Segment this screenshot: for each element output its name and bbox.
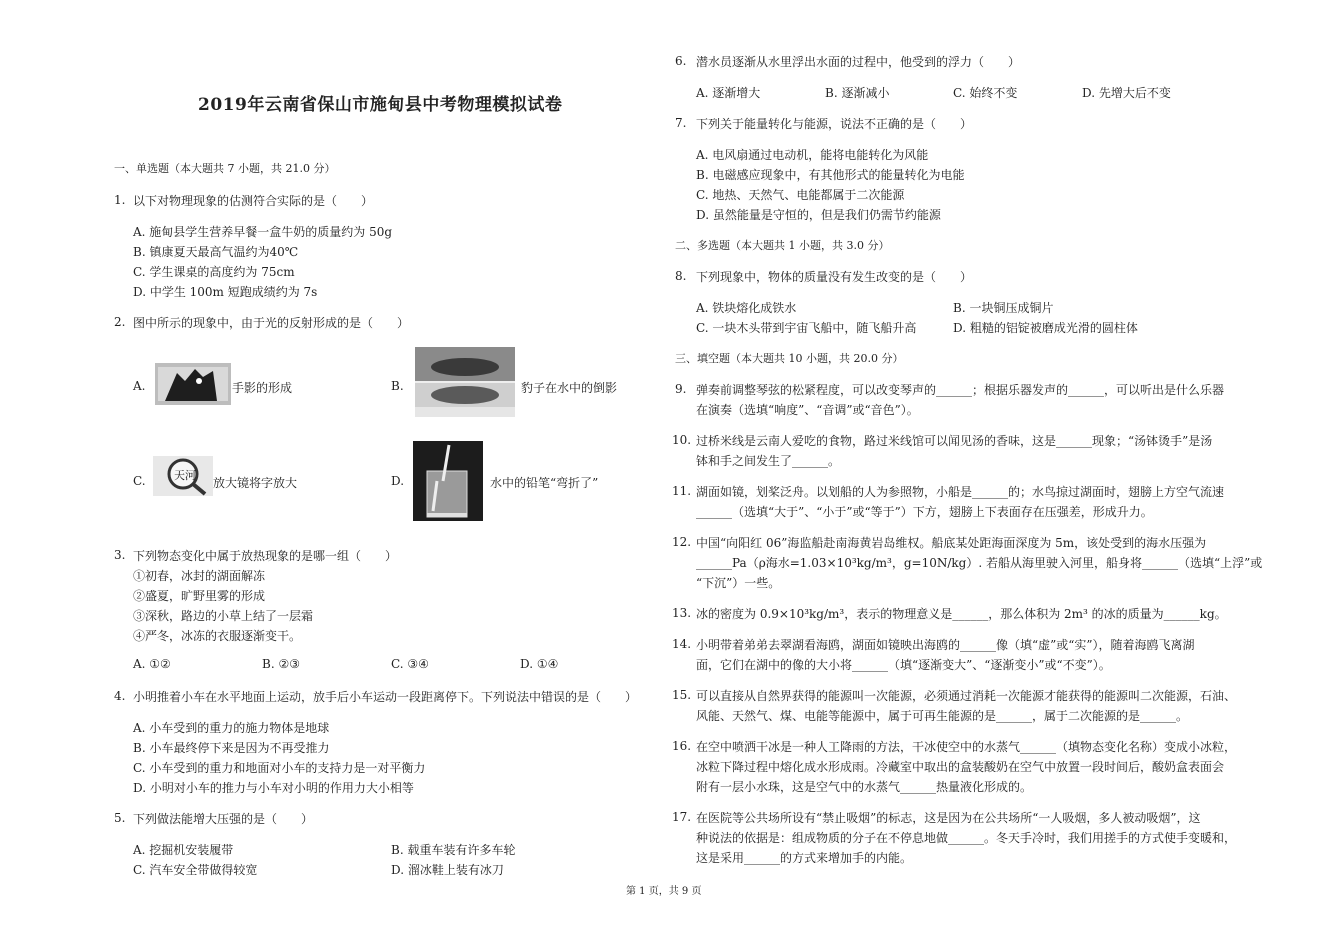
question-number: 16. bbox=[672, 739, 692, 753]
question-line: 附有一层小水珠，这是空气中的水蒸气______热量液化形成的。 bbox=[696, 780, 1033, 794]
statement-1: ①初春，冰封的湖面解冻 bbox=[133, 569, 266, 583]
question-text: 潜水员逐渐从水里浮出水面的过程中，他受到的浮力（ ） bbox=[696, 55, 1021, 69]
question-text: 小明推着小车在水平地面上运动，放手后小车运动一段距离停下。下列说法中错误的是（ ） bbox=[133, 690, 638, 704]
question-line: 在空中喷洒干冰是一种人工降雨的方法，干冰使空中的水蒸气______（填物态变化名称）变成小冰粒， bbox=[696, 740, 1237, 754]
option-b: B. ②③ bbox=[262, 657, 300, 671]
question-line: ______Pa（ρ海水=1.03×10³kg/m³，g=10N/kg）. 若船从海里驶入河里，船身将______（选填“上浮”或 bbox=[696, 556, 1263, 570]
question-line: 冰粒下降过程中熔化成水形成雨。冷藏室中取出的盒装酸奶在空气中放置一段时间后，酸奶盒表面会 bbox=[696, 760, 1225, 774]
option-d: D. 中学生 100m 短跑成绩约为 7s bbox=[133, 285, 318, 299]
leopard-reflection-image bbox=[415, 347, 515, 417]
question-number: 17. bbox=[672, 810, 692, 824]
option-a: A. 施甸县学生营养早餐一盒牛奶的质量约为 50g bbox=[133, 225, 393, 239]
option-d: D. ①④ bbox=[520, 657, 559, 671]
option-d: D. 小明对小车的推力与小车对小明的作用力大小相等 bbox=[133, 781, 414, 795]
option-a: A. 挖掘机安装履带 bbox=[133, 843, 234, 857]
question-text: 以下对物理现象的估测符合实际的是（ ） bbox=[133, 194, 374, 208]
option-c: C. 一块木头带到宇宙飞船中，随飞船升高 bbox=[696, 321, 917, 335]
option-b: B. 电磁感应现象中，有其他形式的能量转化为电能 bbox=[696, 168, 965, 182]
option-d: D. 虽然能量是守恒的，但是我们仍需节约能源 bbox=[696, 208, 941, 222]
question-number: 15. bbox=[672, 688, 692, 702]
section-heading-single-choice: 一、单选题（本大题共 7 小题，共 21.0 分） bbox=[114, 162, 336, 175]
question-text: 下列做法能增大压强的是（ ） bbox=[133, 812, 314, 826]
question-number: 14. bbox=[672, 637, 692, 651]
question-number: 4. bbox=[114, 689, 126, 703]
page-title: 2019年云南省保山市施甸县中考物理模拟试卷 bbox=[198, 95, 563, 115]
option-d-caption: 水中的铅笔“弯折了” bbox=[490, 476, 599, 490]
option-b: B. 一块铜压成铜片 bbox=[953, 301, 1054, 315]
question-number: 8. bbox=[675, 269, 687, 283]
option-c-label: C. bbox=[133, 474, 146, 488]
question-line: 这是采用______的方式来增加手的内能。 bbox=[696, 851, 913, 865]
option-c: C. 汽车安全带做得较宽 bbox=[133, 863, 258, 877]
question-line: 在医院等公共场所设有“禁止吸烟”的标志，这是因为在公共场所“一人吸烟，多人被动吸烟”，这 bbox=[696, 811, 1201, 825]
question-line: 冰的密度为 0.9×10³kg/m³，表示的物理意义是______，那么体积为 2m³ 的冰的质量为______kg。 bbox=[696, 607, 1227, 621]
pencil-in-water-image bbox=[413, 441, 483, 521]
option-c: C. ③④ bbox=[391, 657, 429, 671]
option-a: A. ①② bbox=[133, 657, 171, 671]
option-a: A. 小车受到的重力的施力物体是地球 bbox=[133, 721, 330, 735]
option-d: D. 先增大后不变 bbox=[1082, 86, 1171, 100]
option-b: B. 镇康夏天最高气温约为40℃ bbox=[133, 245, 299, 259]
question-number: 10. bbox=[672, 433, 692, 447]
question-line: ______（选填“大于”、“小于”或“等于”）下方，翅膀上下表面存在压强差，形成升力。 bbox=[696, 505, 1153, 519]
question-line: 种说法的依据是：组成物质的分子在不停息地做______。冬天手冷时，我们用搓手的方式使手变暖和， bbox=[696, 831, 1237, 845]
option-b-label: B. bbox=[391, 379, 404, 393]
option-a: A. 铁块熔化成铁水 bbox=[696, 301, 797, 315]
statement-3: ③深秋，路边的小草上结了一层霜 bbox=[133, 609, 314, 623]
question-number: 3. bbox=[114, 548, 126, 562]
statement-4: ④严冬，冰冻的衣服逐渐变干。 bbox=[133, 629, 302, 643]
question-line: “下沉”）一些。 bbox=[696, 576, 781, 590]
option-c: C. 始终不变 bbox=[953, 86, 1018, 100]
question-line: 在演奏（选填“响度”、“音调”或“音色”）。 bbox=[696, 403, 919, 417]
magnifier-image bbox=[153, 456, 213, 496]
option-c: C. 地热、天然气、电能都属于二次能源 bbox=[696, 188, 905, 202]
question-line: 弹奏前调整琴弦的松紧程度，可以改变琴声的______；根据乐器发声的______，可以听出是什么乐器 bbox=[696, 383, 1225, 397]
question-line: 中国“向阳红 06”海监船赴南海黄岩岛维权。船底某处距海面深度为 5m，该处受到的海水压强为 bbox=[696, 536, 1207, 550]
section-heading-fill-blank: 三、填空题（本大题共 10 小题，共 20.0 分） bbox=[675, 352, 904, 365]
question-number: 13. bbox=[672, 606, 692, 620]
option-b: B. 逐渐减小 bbox=[825, 86, 890, 100]
option-c-caption: 放大镜将字放大 bbox=[213, 476, 298, 490]
option-c: C. 小车受到的重力和地面对小车的支持力是一对平衡力 bbox=[133, 761, 426, 775]
option-a-caption: 手影的形成 bbox=[232, 381, 293, 395]
option-d-label: D. bbox=[391, 474, 405, 488]
question-number: 7. bbox=[675, 116, 687, 130]
statement-2: ②盛夏，旷野里雾的形成 bbox=[133, 589, 266, 603]
option-c: C. 学生课桌的高度约为 75cm bbox=[133, 265, 295, 279]
page-footer: 第 1 页，共 9 页 bbox=[626, 886, 702, 897]
question-number: 12. bbox=[672, 535, 692, 549]
hand-shadow-image bbox=[155, 363, 231, 405]
option-d: D. 溜冰鞋上装有冰刀 bbox=[391, 863, 504, 877]
question-text: 图中所示的现象中，由于光的反射形成的是（ ） bbox=[133, 316, 410, 330]
question-text: 下列现象中，物体的质量没有发生改变的是（ ） bbox=[696, 270, 973, 284]
question-line: 湖面如镜，划桨泛舟。以划船的人为参照物，小船是______的；水鸟掠过湖面时，翅膀上方空气流速 bbox=[696, 485, 1225, 499]
question-number: 2. bbox=[114, 315, 126, 329]
option-a: A. 逐渐增大 bbox=[696, 86, 761, 100]
question-line: 过桥米线是云南人爱吃的食物，路过米线馆可以闻见汤的香味，这是______现象；“汤钵烫手”是汤 bbox=[696, 434, 1213, 448]
option-b-caption: 豹子在水中的倒影 bbox=[521, 381, 618, 395]
question-text: 下列物态变化中属于放热现象的是哪一组（ ） bbox=[133, 549, 398, 563]
option-d: D. 粗糙的铝锭被磨成光滑的圆柱体 bbox=[953, 321, 1138, 335]
option-b: B. 小车最终停下来是因为不再受推力 bbox=[133, 741, 330, 755]
magnifier-text: 天河 bbox=[174, 469, 196, 482]
question-number: 11. bbox=[672, 484, 692, 498]
question-line: 小明带着弟弟去翠湖看海鸥，湖面如镜映出海鸥的______像（填“虚”或“实”），随着海鸥飞离湖 bbox=[696, 638, 1195, 652]
section-heading-multi-choice: 二、多选题（本大题共 1 小题，共 3.0 分） bbox=[675, 239, 890, 252]
option-a: A. 电风扇通过电动机，能将电能转化为风能 bbox=[696, 148, 929, 162]
question-text: 下列关于能量转化与能源，说法不正确的是（ ） bbox=[696, 117, 973, 131]
question-number: 6. bbox=[675, 54, 687, 68]
option-a-label: A. bbox=[133, 379, 146, 393]
question-number: 1. bbox=[114, 193, 126, 207]
question-number: 9. bbox=[675, 382, 687, 396]
question-line: 面，它们在湖中的像的大小将______（填“逐渐变大”、“逐渐变小”或“不变”）。 bbox=[696, 658, 1111, 672]
question-line: 钵和手之间发生了______。 bbox=[696, 454, 841, 468]
question-number: 5. bbox=[114, 811, 126, 825]
question-line: 风能、天然气、煤、电能等能源中，属于可再生能源的是______，属于二次能源的是______。 bbox=[696, 709, 1189, 723]
question-line: 可以直接从自然界获得的能源叫一次能源，必须通过消耗一次能源才能获得的能源叫二次能源，石油、 bbox=[696, 689, 1237, 703]
option-b: B. 载重车装有许多车轮 bbox=[391, 843, 516, 857]
